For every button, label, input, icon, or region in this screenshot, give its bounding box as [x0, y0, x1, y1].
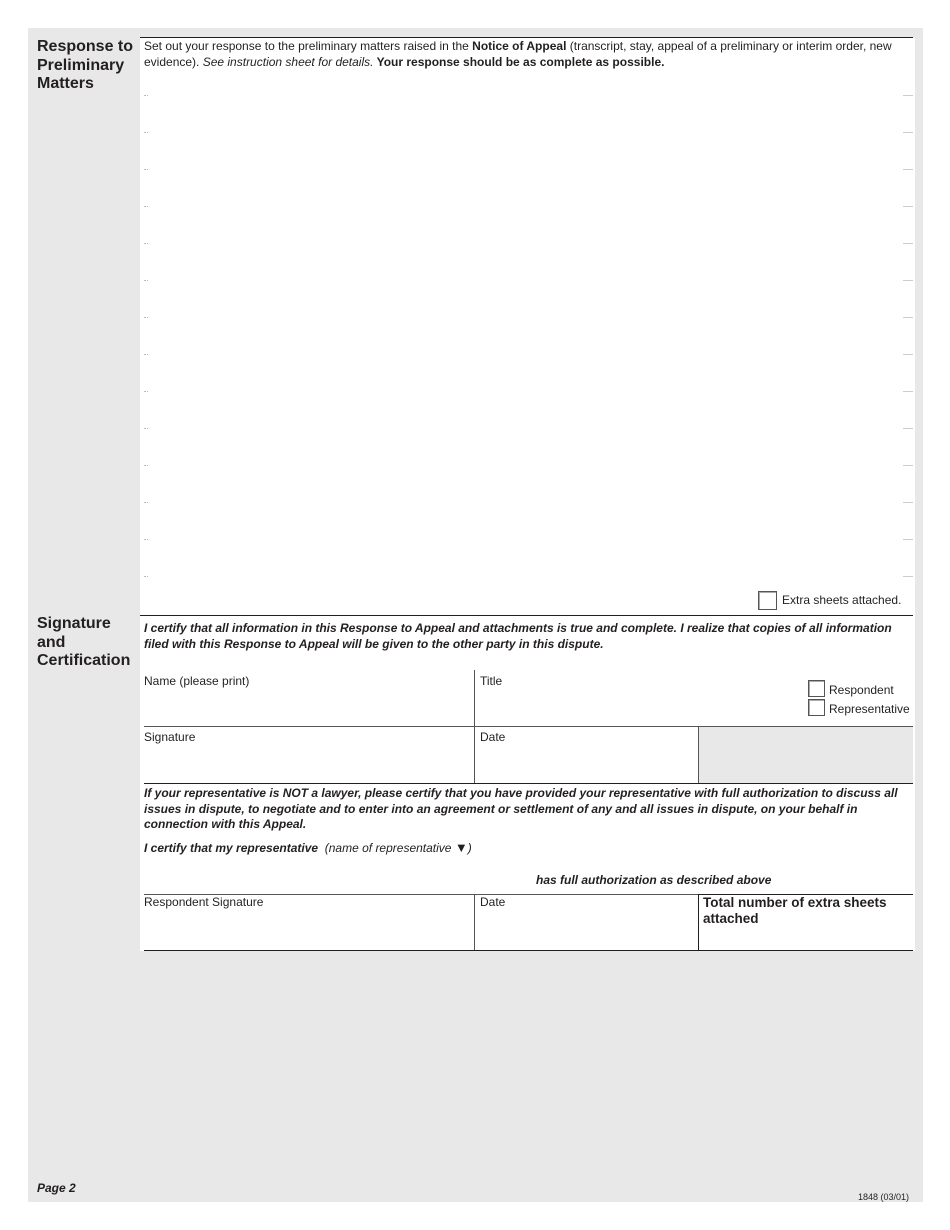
page-number: Page 2: [37, 1181, 76, 1195]
signature-title-line: Certification: [37, 652, 131, 669]
respondent-signature-box[interactable]: [144, 912, 469, 946]
signature-section-title: [37, 615, 130, 671]
response-text-area[interactable]: [144, 75, 909, 583]
row-divider: [144, 783, 913, 784]
extra-sheets-label: Extra sheets attached.: [782, 593, 902, 607]
date-input-2[interactable]: [480, 914, 694, 942]
total-extra-sheets-label: Total number of extra sheets attached: [703, 895, 887, 926]
respondent-signature-label: Respondent Signature: [144, 895, 264, 909]
form-bottom-rule: [144, 950, 913, 951]
name-input[interactable]: [144, 694, 470, 722]
date-field-label-2: Date: [480, 895, 506, 909]
title-field-label: Title: [480, 674, 503, 688]
signature-title-line: and: [37, 633, 66, 651]
extra-sheets-checkbox[interactable]: [758, 591, 777, 610]
form-code: 1848 (03/01): [858, 1192, 910, 1202]
signature-title-line: Signature: [37, 615, 111, 632]
response-title-line: Preliminary: [37, 56, 125, 74]
arrow-down-icon: ▼: [454, 840, 468, 855]
response-instructions: Set out your response to the preliminary matters raised in the Notice of Appeal (transcript, stay, appeal of a preliminary or interim order, new evidence). See instruction sheet for details. Your response should be as complete as possible.: [144, 39, 892, 69]
response-title-line: Matters: [37, 75, 94, 92]
signature-box[interactable]: [144, 746, 469, 780]
signature-section-rule: [140, 615, 913, 616]
shaded-cell: [698, 727, 913, 783]
title-input[interactable]: [480, 694, 799, 722]
column-divider: [698, 894, 699, 950]
respondent-label: Respondent: [829, 683, 894, 697]
date-field-label: Date: [480, 730, 506, 744]
representative-name-input[interactable]: [144, 858, 908, 878]
certify-representative-line: I certify that my representative (name of representative ▼): [144, 840, 472, 855]
section-top-rule: [140, 37, 913, 38]
non-lawyer-statement: If your representative is NOT a lawyer, please certify that you have provided your representative with full authorization to discuss all issues in dispute, to negotiate and to enter into an agreement or settlement of any and all issues in dispute, on your behalf in connection with this Appeal.: [144, 786, 898, 831]
response-section-title: [37, 38, 133, 94]
date-input[interactable]: [480, 750, 694, 778]
respondent-checkbox[interactable]: [808, 680, 825, 697]
full-authorization-label: has full authorization as described above: [536, 873, 772, 887]
name-field-label: Name (please print): [144, 674, 250, 688]
representative-label: Representative: [829, 702, 910, 716]
column-divider: [698, 727, 699, 783]
response-title-line: Response to: [37, 38, 134, 55]
signature-field-label: Signature: [144, 730, 196, 744]
certification-statement: I certify that all information in this Response to Appeal and attachments is true and complete. I realize that copies of all information filed with this Response to Appeal will be given to the other party in this dispute.: [144, 621, 892, 651]
representative-checkbox[interactable]: [808, 699, 825, 716]
column-divider: [474, 894, 475, 950]
